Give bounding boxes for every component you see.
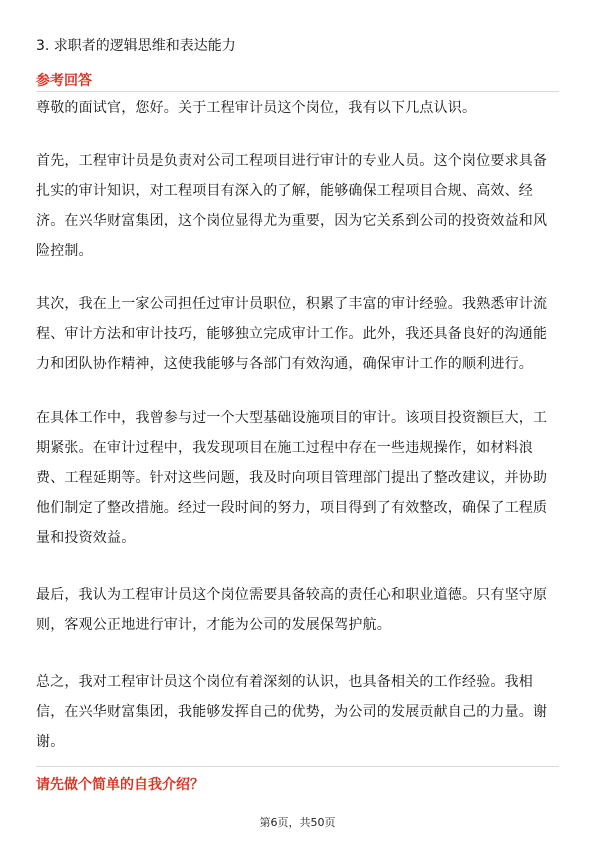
divider <box>36 766 559 767</box>
answer-paragraph-last: 最后，我认为工程审计员这个岗位需要具备较高的责任心和职业道德。只有坚守原则，客观公正地进行审计，才能为公司的发展保驾护航。 <box>36 587 548 633</box>
answer-label: 参考回答 <box>36 73 92 89</box>
answer-paragraph-first: 首先，工程审计员是负责对公司工程项目进行审计的专业人员。这个岗位要求具备扎实的审计知识，对工程项目有深入的了解，能够确保工程项目合规、高效、经济。在兴华财富集团，这个岗位显得尤为重要，因为它关系到公司的投资效益和风险控制。 <box>36 153 548 259</box>
answer-paragraph-second: 其次，我在上一家公司担任过审计员职位，积累了丰富的审计经验。我熟悉审计流程、审计方法和审计技巧，能够独立完成审计工作。此外，我还具备良好的沟通能力和团队协作精神，这使我能够与各部门有效沟通，确保审计工作的顺利进行。 <box>36 296 548 372</box>
answer-paragraph-example: 在具体工作中，我曾参与过一个大型基础设施项目的审计。该项目投资额巨大，工期紧张。在审计过程中，我发现项目在施工过程中存在一些违规操作，如材料浪费、工程延期等。针对这些问题，我及时向项目管理部门提出了整改建议，并协助他们制定了整改措施。经过一段时间的努力，项目得到了有效整改，确保了工程质量和投资效益。 <box>36 410 548 546</box>
page-footer: 第6页，共50页 <box>259 816 336 829</box>
divider <box>36 91 559 92</box>
answer-paragraph-greeting: 尊敬的面试官，您好。关于工程审计员这个岗位，我有以下几点认识。 <box>36 100 477 116</box>
answer-paragraph-summary: 总之，我对工程审计员这个岗位有着深刻的认识，也具备相关的工作经验。我相信，在兴华财富集团，我能够发挥自己的优势，为公司的发展贡献自己的力量。谢谢。 <box>36 674 548 750</box>
next-question: 请先做个简单的自我介绍？ <box>36 777 204 793</box>
question-title: 3. 求职者的逻辑思维和表达能力 <box>36 38 236 54</box>
